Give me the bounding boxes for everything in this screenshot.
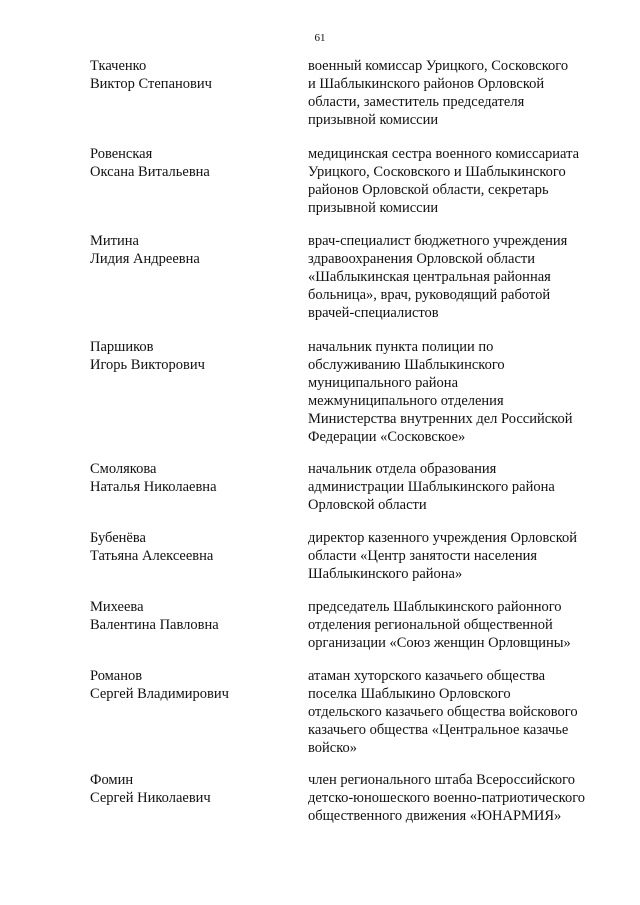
role-line: Министерства внутренних дел Российской <box>308 411 573 427</box>
role-line: больница», врач, руководящий работой <box>308 287 551 303</box>
member-name <box>90 771 290 807</box>
member-surname: Бубенёва <box>90 530 146 546</box>
role-line: начальник пункта полиции по <box>308 339 494 355</box>
member-name <box>90 529 290 565</box>
member-role <box>308 338 608 446</box>
role-line: отдельского казачьего общества войскового <box>308 704 578 720</box>
role-line: военный комиссар Урицкого, Сосковского <box>308 58 569 74</box>
member-given-name: Игорь Викторович <box>90 357 205 373</box>
role-line: Федерации «Сосковское» <box>308 429 466 445</box>
role-line: член регионального штаба Всероссийского <box>308 772 575 788</box>
role-line: войско» <box>308 740 358 756</box>
member-given-name: Сергей Николаевич <box>90 790 211 806</box>
member-surname: Паршиков <box>90 339 154 355</box>
role-line: межмуниципального отделения <box>308 393 504 409</box>
member-surname: Михеева <box>90 599 144 615</box>
role-line: председатель Шаблыкинского районного <box>308 599 562 615</box>
role-line: казачьего общества «Центральное казачье <box>308 722 569 738</box>
member-given-name: Валентина Павловна <box>90 617 219 633</box>
role-line: директор казенного учреждения Орловской <box>308 530 578 546</box>
page-number: 61 <box>314 32 326 44</box>
member-surname: Фомин <box>90 772 134 788</box>
role-line: области, заместитель председателя <box>308 94 525 110</box>
role-line: районов Орловской области, секретарь <box>308 182 549 198</box>
member-role <box>308 145 608 217</box>
role-line: «Шаблыкинская центральная районная <box>308 269 551 285</box>
role-line: атаман хуторского казачьего общества <box>308 668 546 684</box>
member-role <box>308 667 608 757</box>
member-role <box>308 529 608 583</box>
member-surname: Митина <box>90 233 139 249</box>
member-name <box>90 232 290 268</box>
role-line: поселка Шаблыкино Орловского <box>308 686 511 702</box>
role-line: начальник отдела образования <box>308 461 497 477</box>
member-name <box>90 598 290 634</box>
member-given-name: Наталья Николаевна <box>90 479 217 495</box>
member-name <box>90 57 290 93</box>
member-given-name: Сергей Владимирович <box>90 686 229 702</box>
role-line: муниципального района <box>308 375 458 391</box>
role-line: врачей-специалистов <box>308 305 439 321</box>
role-line: призывной комиссии <box>308 200 439 216</box>
member-given-name: Виктор Степанович <box>90 76 212 92</box>
member-name <box>90 460 290 496</box>
role-line: и Шаблыкинского районов Орловской <box>308 76 545 92</box>
role-line: обслуживанию Шаблыкинского <box>308 357 505 373</box>
member-role <box>308 57 608 129</box>
role-line: Шаблыкинского района» <box>308 566 463 582</box>
role-line: области «Центр занятости населения <box>308 548 538 564</box>
role-line: медицинская сестра военного комиссариата <box>308 146 580 162</box>
role-line: администрации Шаблыкинского района <box>308 479 555 495</box>
member-name <box>90 338 290 374</box>
role-line: организации «Союз женщин Орловщины» <box>308 635 571 651</box>
member-surname: Ровенская <box>90 146 153 162</box>
member-role <box>308 460 608 514</box>
role-line: врач-специалист бюджетного учреждения <box>308 233 568 249</box>
member-role <box>308 771 608 825</box>
member-surname: Ткаченко <box>90 58 147 74</box>
member-surname: Романов <box>90 668 143 684</box>
role-line: детско-юношеского военно-патриотического <box>308 790 586 806</box>
member-surname: Смолякова <box>90 461 157 477</box>
member-given-name: Лидия Андреевна <box>90 251 200 267</box>
member-name <box>90 667 290 703</box>
member-role <box>308 598 608 652</box>
role-line: отделения региональной общественной <box>308 617 553 633</box>
role-line: здравоохранения Орловской области <box>308 251 535 267</box>
member-given-name: Оксана Витальевна <box>90 164 210 180</box>
role-line: Урицкого, Сосковского и Шаблыкинского <box>308 164 566 180</box>
role-line: призывной комиссии <box>308 112 439 128</box>
role-line: общественного движения «ЮНАРМИЯ» <box>308 808 562 824</box>
member-given-name: Татьяна Алексеевна <box>90 548 214 564</box>
member-role <box>308 232 608 322</box>
member-name <box>90 145 290 181</box>
role-line: Орловской области <box>308 497 427 513</box>
